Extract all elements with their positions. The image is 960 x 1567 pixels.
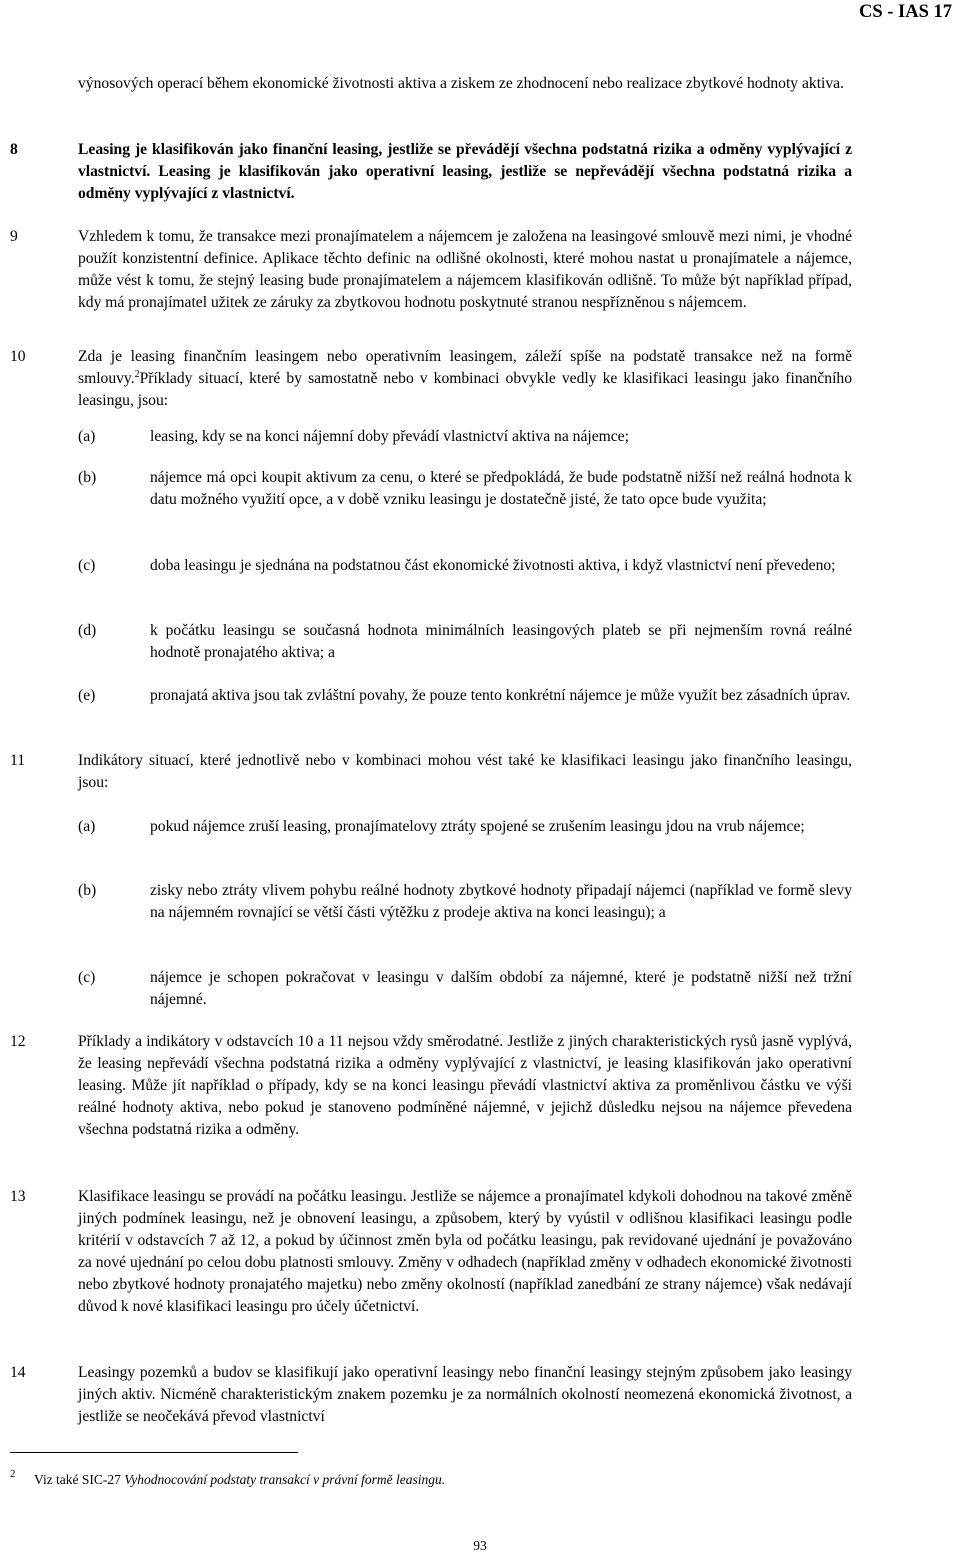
paragraph-number: 12 [10,1033,26,1050]
paragraph-text [78,346,852,412]
footnote-separator [10,1452,298,1453]
paragraph-text-part: Zda je leasing finančním leasingem nebo operativním leasingem, záleží spíše na podstatě transakce než na formě smlouvy. [78,348,852,387]
paragraph-text: Příklady a indikátory v odstavcích 10 a 11 nejsou vždy směrodatné. Jestliže z jiných charakteristických rysů jasně vyplývá, že leasing nepřevádí všechna podstatná rizika a odměny vyplývající z vlastnictví, je leasing klasifikován jako operativní leasing. Může jít například o případy, kdy se na konci leasingu převádí vlastnictví aktiva za proměnlivou částku ve výši reálné hodnoty aktiva, nebo pokud je stanoveno podmíněné nájemné, v jejichž důsledku nejsou na nájemce převedena všechna podstatná rizika a odměny. [78,1033,852,1138]
list-item [78,880,852,924]
list-item [78,620,852,664]
paragraph-text-part: Příklady situací, které by samostatně nebo v kombinaci obvykle vedly ke klasifikaci leasingu jako finančního leasingu, jsou: [78,370,852,409]
paragraph-8 [10,139,852,205]
paragraph-13 [10,1186,852,1318]
paragraph-9 [10,226,852,314]
list-item-text: leasing, kdy se na konci nájemní doby převádí vlastnictví aktiva na nájemce; [150,428,629,445]
list-item-text: k počátku leasingu se současná hodnota minimálních leasingových plateb se při nejmenším rovná reálné hodnotě pronajatého aktiva; a [150,622,852,661]
paragraph-number: 13 [10,1188,26,1205]
list-item [78,685,852,707]
list-item-label: (d) [78,622,97,639]
list-item [78,967,852,1011]
paragraph-continuation [10,73,852,95]
paragraph-text: Indikátory situací, které jednotlivě nebo v kombinaci mohou vést také ke klasifikaci leasingu jako finančního leasingu, jsou: [78,752,852,791]
list-item-label: (b) [78,469,97,486]
list-item-label: (c) [78,557,96,574]
paragraph-number: 8 [10,141,18,158]
paragraph-number: 14 [10,1364,26,1381]
paragraph-12 [10,1031,852,1141]
paragraph-10 [10,346,852,412]
paragraph-14 [10,1362,852,1428]
list-item-text: nájemce má opci koupit aktivum za cenu, o které se předpokládá, že bude podstatně nižší než reálná hodnota k datu možného využití opce, a v době vzniku leasingu je dostatečně jisté, že tato opce bude využita; [150,469,852,508]
footnote-reference[interactable]: 2 [134,368,140,380]
paragraph-text: výnosových operací během ekonomické životnosti aktiva a ziskem ze zhodnocení nebo realizace zbytkové hodnoty aktiva. [78,75,844,92]
list-item-label: (c) [78,969,96,986]
list-item-label: (e) [78,687,96,704]
list-item-text: nájemce je schopen pokračovat v leasingu v dalším období za nájemné, které je podstatně nižší než tržní nájemné. [150,969,852,1008]
list-item [78,555,852,577]
paragraph-text: Leasing je klasifikován jako finanční leasing, jestliže se převádějí všechna podstatná rizika a odměny vyplývající z vlastnictví. Leasing je klasifikován jako operativní leasing, jestliže se nepřevádějí všechna podstatná rizika a odměny vyplývající z vlastnictví. [78,141,852,202]
paragraph-text: Vzhledem k tomu, že transakce mezi pronajímatelem a nájemcem je založena na leasingové smlouvě mezi nimi, je vhodné použít konzistentní definice. Aplikace těchto definic na odlišné okolnosti, které mohou nastat u pronajímatele a nájemce, může vést k tomu, že stejný leasing bude pronajímatelem a nájemcem klasifikován odlišně. To může být například případ, kdy má pronajímatel užitek ze záruky za zbytkovou hodnotu poskytnuté stranou nespřízněnou s nájemcem. [78,228,852,311]
footnote-text [34,1470,850,1490]
list-item [78,426,852,448]
list-item [78,467,852,511]
list-item-text: zisky nebo ztráty vlivem pohybu reálné hodnoty zbytkové hodnoty připadají nájemci (například ve formě slevy na nájemném rovnající se větší části výtěžku z prodeje aktiva na konci leasingu); a [150,882,852,921]
document-id: CS - IAS 17 [858,2,952,22]
paragraph-number: 9 [10,228,18,245]
list-item-text: pronajatá aktiva jsou tak zvláštní povahy, že pouze tento konkrétní nájemce je může využít bez zásadních úprav. [150,687,851,704]
list-item-label: (b) [78,882,97,899]
list-item-label: (a) [78,428,96,445]
paragraph-text: Leasingy pozemků a budov se klasifikují jako operativní leasingy nebo finanční leasingy stejným způsobem jako leasingy jiných aktiv. Nicméně charakteristickým znakem pozemku je za normálních okolností neomezená ekonomická životnost, a jestliže se neočekává převod vlastnictví [78,1364,852,1425]
footnote-number: 2 [10,1468,16,1480]
paragraph-11 [10,750,852,794]
footnote [10,1470,850,1490]
footnote-text-italic: Vyhodnocování podstaty transakcí v právní formě leasingu. [124,1472,446,1487]
paragraph-number: 11 [10,752,26,769]
paragraph-text: Klasifikace leasingu se provádí na počátku leasingu. Jestliže se nájemce a pronajímatel kdykoli dohodnou na takové změně jiných podmínek leasingu, než je obnovení leasingu, a způsobem, který by vyústil v odlišnou klasifikaci leasingu podle kritérií v odstavcích 7 až 12, a pokud by účinnost změn byla od počátku leasingu, pak revidované ujednání je považováno za nové ujednání po celou dobu platnosti smlouvy. Změny v odhadech (například změny v odhadech ekonomické životnosti nebo zbytkové hodnoty pronajatého majetku) nebo změny okolností (například zanedbání ze strany nájemce) však nedávají důvod k nové klasifikaci leasingu pro účely účetnictví. [78,1188,852,1315]
list-item-text: doba leasingu je sjednána na podstatnou část ekonomické životnosti aktiva, i když vlastnictví není převedeno; [150,557,836,574]
list-item-text: pokud nájemce zruší leasing, pronajímatelovy ztráty spojené se zrušením leasingu jdou na vrub nájemce; [150,818,805,835]
footnote-text-prefix: Viz také SIC-27 [34,1472,125,1487]
list-item [78,816,852,838]
list-item-label: (a) [78,818,96,835]
page-number: 93 [473,1538,487,1553]
paragraph-number: 10 [10,348,26,365]
